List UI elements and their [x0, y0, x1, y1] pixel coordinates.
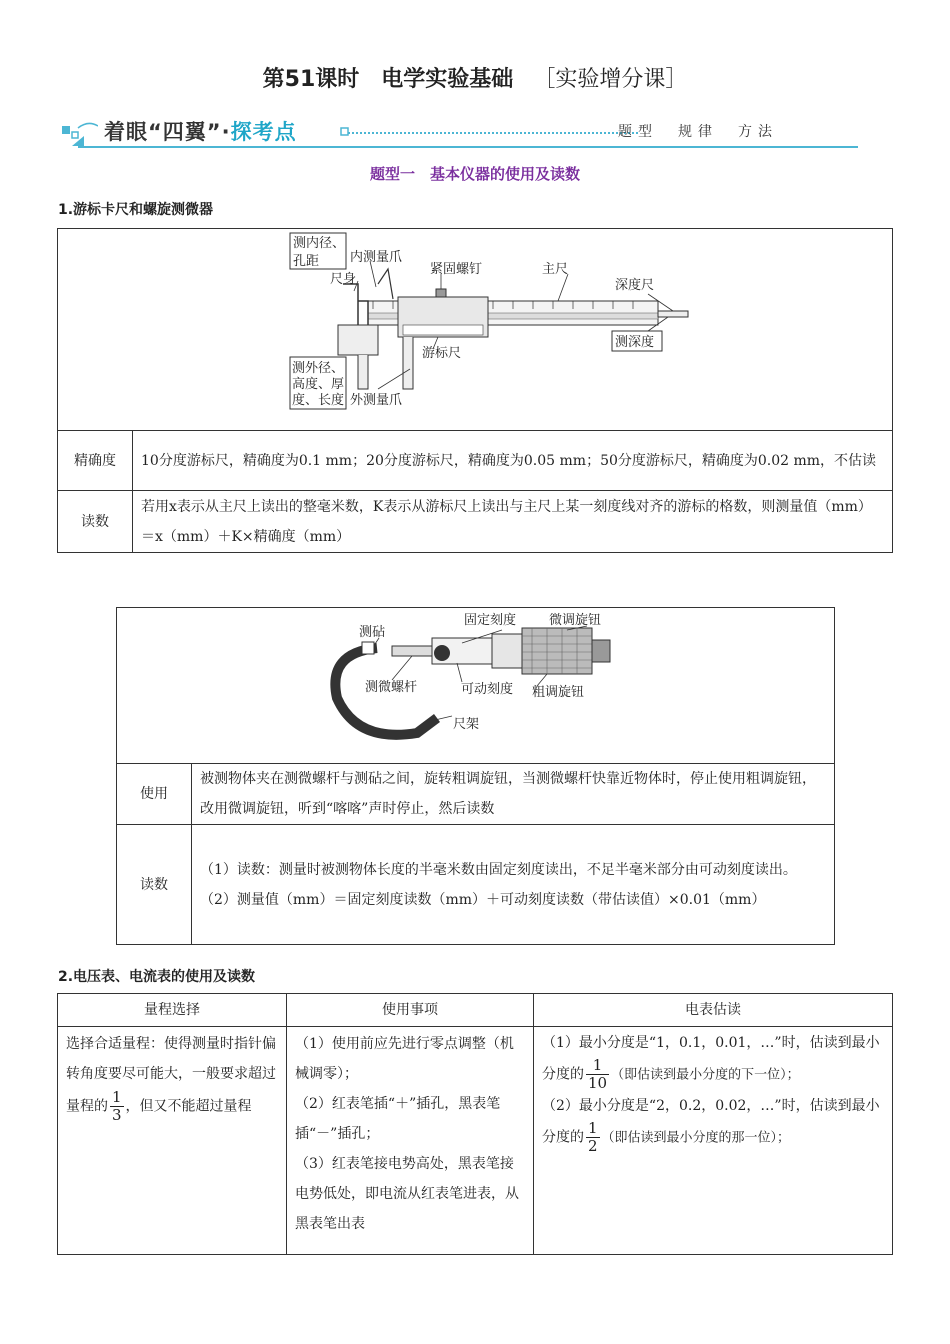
caliper-table — [57, 228, 893, 553]
label-frame: 尺架 — [453, 717, 480, 732]
label-outer: 测外径、 — [292, 361, 345, 376]
fraction-one-tenth: $\frac{1}{10}$ — [588, 1056, 608, 1092]
heading-caliper: 1.游标卡尺和螺旋测微器 — [58, 202, 214, 218]
meter-estimate-item-1: （1）最小分度是“1，0.1，0.01，…”时，估读到最小分度的 $\frac{1}{10}$ （即估读到最小分度的下一位）； — [542, 1035, 880, 1092]
meter-range-text: 选择合适量程：使得测量时指针偏转角度要尽可能大，一般要求超过量程的 — [66, 1036, 276, 1115]
label-screw: 紧固螺钉 — [430, 262, 483, 277]
banner-title-highlight: 探考点 — [230, 120, 297, 144]
caliper-row-label-precision: 精确度 — [58, 431, 133, 491]
svg-text:度、长度: 度、长度 — [292, 393, 345, 408]
lesson-topic: 电学实验基础 — [381, 67, 514, 92]
svg-text:孔距: 孔距 — [293, 254, 320, 269]
label-spindle: 测微螺杆 — [365, 680, 418, 695]
label-coarse-knob: 粗调旋钮 — [532, 685, 585, 700]
micrometer-reading-line1: （1）读数：测量时被测物体长度的半毫米数由固定刻度读出，不足半毫米部分由可动刻度读出。 — [200, 861, 797, 878]
meter-estimate-cell — [534, 1027, 893, 1255]
lesson-number: 第51课时 — [262, 67, 360, 92]
label-outer-jaw: 外测量爪 — [350, 393, 403, 408]
label-inner-jaw: 内测量爪 — [350, 250, 403, 265]
micrometer-reading-line2: （2）测量值（mm）＝固定刻度读数（mm）＋可动刻度读数（带估读值）×0.01（mm） — [200, 891, 766, 908]
label-fixed-scale: 固定刻度 — [464, 613, 517, 628]
svg-text:高度、厚: 高度、厚 — [292, 377, 345, 392]
lesson-type: ［实验增分课］ — [533, 67, 688, 92]
meter-estimate-item-2: （2）最小分度是“2，0.2，0.02，…”时，估读到最小分度的 $\frac{1}{2}$ （即估读到最小分度的那一位）； — [542, 1098, 880, 1155]
meter-usage-item-2: （2）红表笔插“＋”插孔，黑表笔插“－”插孔； — [295, 1096, 501, 1142]
meter-header-usage: 使用事项 — [287, 994, 534, 1027]
caliper-row-label-reading: 读数 — [58, 491, 133, 553]
meter-range-text-end: ，但又不能超过量程 — [125, 1098, 252, 1115]
label-inner-diameter: 测内径、 — [293, 236, 346, 251]
meter-header-range: 量程选择 — [58, 994, 287, 1027]
heading-meters: 2.电压表、电流表的使用及读数 — [58, 969, 256, 985]
label-depth-rod: 深度尺 — [615, 278, 655, 293]
micrometer-use-text: 被测物体夹在测微螺杆与测砧之间，旋转粗调旋钮，当测微螺杆快靠近物体时，停止使用粗调旋钮，改用微调旋钮，听到“喀喀”声时停止，然后读数 — [192, 764, 835, 825]
banner-title — [104, 116, 297, 146]
banner-dotted-line — [348, 132, 638, 134]
meter-usage-item-3: （3）红表笔接电势高处，黑表笔接电势低处，即电流从红表笔进表，从黑表笔出表 — [295, 1156, 519, 1232]
label-main-scale: 主尺 — [542, 262, 569, 277]
micrometer-table — [116, 607, 835, 945]
banner-decoration-icon — [58, 118, 98, 148]
micrometer-row-label-reading: 读数 — [117, 825, 192, 945]
label-body: 尺身 — [330, 272, 357, 287]
label-anvil: 测砧 — [359, 625, 386, 640]
caliper-precision-text: 10分度游标尺，精确度为0.1 mm；20分度游标尺，精确度为0.05 mm；50分度游标尺，精确度为0.02 mm，不估读 — [133, 431, 893, 491]
fraction-one-third: $\frac{1}{3}$ — [112, 1088, 122, 1124]
page-title — [0, 62, 950, 93]
meter-range-cell — [58, 1027, 287, 1255]
section-title: 题型一 基本仪器的使用及读数 — [369, 165, 580, 183]
meter-table — [57, 993, 893, 1255]
banner-title-main: 着眼“四翼”· — [104, 120, 231, 144]
meter-header-estimate: 电表估读 — [534, 994, 893, 1027]
micrometer-figure — [117, 608, 834, 752]
caliper-figure-cell — [58, 229, 893, 431]
meter-usage-item-1: （1）使用前应先进行零点调整（机械调零）； — [295, 1036, 514, 1082]
label-depth: 测深度 — [615, 335, 655, 350]
meter-usage-cell — [287, 1027, 534, 1255]
micrometer-row-label-use: 使用 — [117, 764, 192, 825]
banner-tags: 题型 规律 方法 — [618, 124, 778, 140]
section-banner — [58, 116, 858, 148]
label-fine-knob: 微调旋钮 — [549, 613, 602, 628]
caliper-reading-text: 若用x表示从主尺上读出的整毫米数，K表示从游标尺上读出与主尺上某一刻度线对齐的游标的格数，则测量值（mm）＝x（mm）＋K×精确度（mm） — [133, 491, 893, 553]
label-vernier: 游标尺 — [422, 346, 462, 361]
micrometer-figure-cell — [117, 608, 835, 764]
label-movable-scale: 可动刻度 — [461, 682, 514, 697]
vernier-caliper-figure — [58, 229, 892, 419]
fraction-one-half: $\frac{1}{2}$ — [588, 1119, 598, 1155]
banner-underline — [78, 146, 858, 148]
micrometer-reading-cell — [192, 825, 835, 945]
